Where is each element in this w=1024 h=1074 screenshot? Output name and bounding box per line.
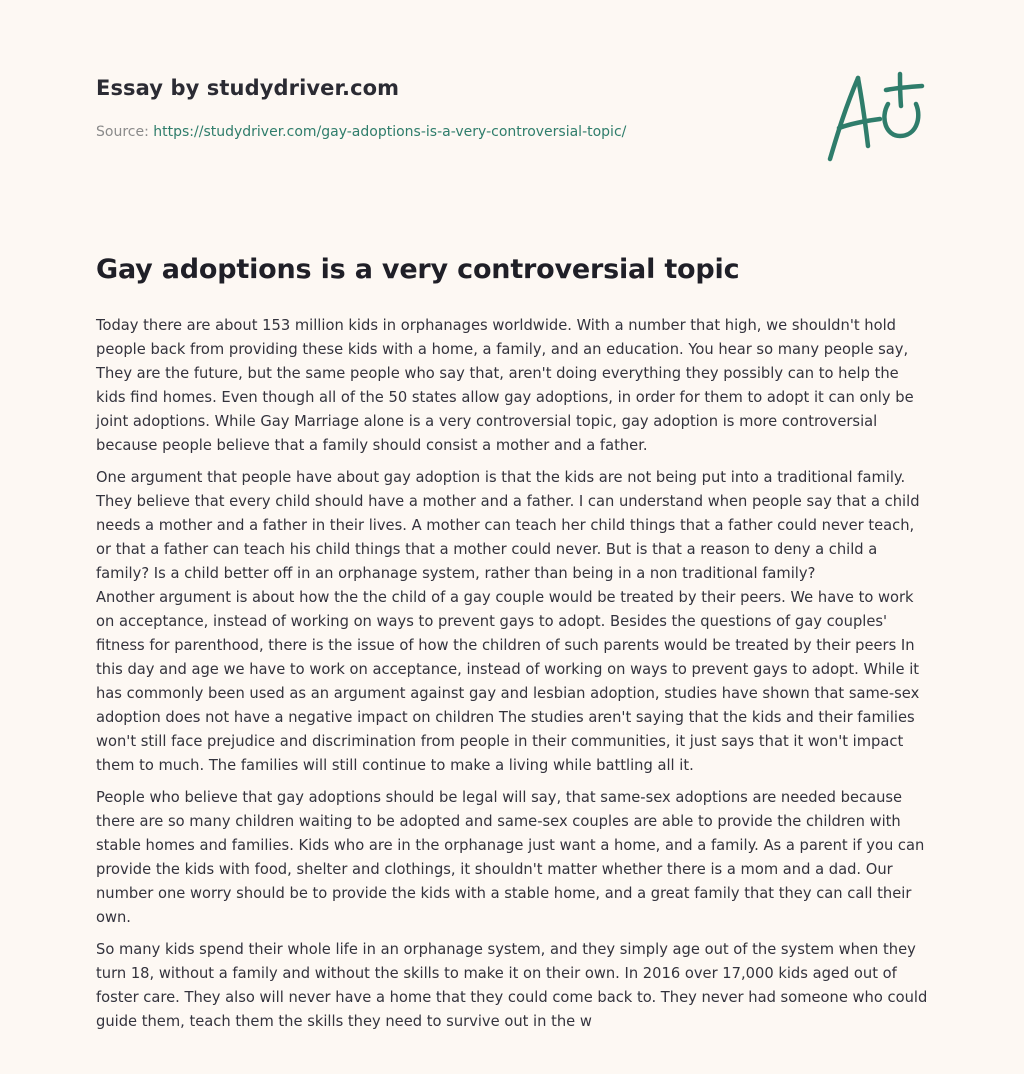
logo-a-right-stroke bbox=[858, 78, 868, 146]
logo-a-left-stroke bbox=[830, 78, 858, 159]
essay-paragraph-3: Another argument is about how the the child of a gay couple would be treated by their peers. We have to work on acceptance, instead of working on ways to prevent gays to adopt. Besides the questions of gay couples' fitness for parenthood, there is the issue of how the children of such parents would be treated by their peers In this day and age we have to work on acceptance, instead of working on ways to prevent gays to adopt. While it has commonly been used as an argument against gay and lesbian adoption, studies have shown that same-sex adoption does not have a negative impact on children The studies aren't saying that the kids and their families won't still face prejudice and discrimination from people in their communities, it just says that it won't impact them to much. The families will still continue to make a living while battling all it. bbox=[96, 589, 920, 774]
logo-a-crossbar bbox=[839, 119, 880, 128]
essay-paragraph-5: So many kids spend their whole life in an orphanage system, and they simply age out of the system when they turn 18, without a family and without the skills to make it on their own. In 2016 over 17,000 kids aged out of foster care. They also will never have a home that they could come back to. They never had someone who could guide them, teach them the skills they need to survive out in the w bbox=[96, 941, 928, 1030]
source-line bbox=[96, 124, 626, 140]
source-link[interactable]: https://studydriver.com/gay-adoptions-is-a-very-controversial-topic/ bbox=[153, 124, 627, 140]
essay-paragraph-4: People who believe that gay adoptions should be legal will say, that same-sex adoptions are needed because there are so many children waiting to be adopted and same-sex couples are able to provide the children with stable homes and families. Kids who are in the orphanage just want a home, and a family. As a parent if you can provide the kids with food, shelter and clothings, it shouldn't matter whether there is a mom and a dad. Our number one worry should be to provide the kids with a stable home, and a great family that they can call their own. bbox=[96, 789, 925, 926]
logo-plus-horizontal bbox=[886, 86, 922, 90]
essay-paragraph-1: Today there are about 153 million kids in orphanages worldwide. With a number that high, we shouldn't hold people back from providing these kids with a home, a family, and an education. You hear so many people say, They are the future, but the same people who say that, aren't doing everything they possibly can to help the kids find homes. Even though all of the 50 states allow gay adoptions, in order for them to adopt it can only be joint adoptions. While Gay Marriage alone is a very controversial topic, gay adoption is more controversial because people believe that a family should consist a mother and a father. bbox=[96, 317, 914, 454]
a-plus-logo-icon bbox=[820, 66, 930, 166]
site-brand: Essay by studydriver.com bbox=[96, 76, 400, 100]
essay-body bbox=[96, 314, 932, 1042]
essay-paragraph-2: One argument that people have about gay adoption is that the kids are not being put into a traditional family. They believe that every child should have a mother and a father. I can understand when people say that a child needs a mother and a father in their lives. A mother can teach her child things that a father could never teach, or that a father can teach his child things that a mother could never. But is that a reason to deny a child a family? Is a child better off in an orphanage system, rather than being in a non traditional family? bbox=[96, 469, 920, 582]
essay-title: Gay adoptions is a very controversial topic bbox=[96, 254, 740, 285]
logo-curl bbox=[884, 104, 918, 136]
a-plus-logo-svg bbox=[820, 66, 930, 166]
source-label: Source: bbox=[96, 124, 149, 140]
